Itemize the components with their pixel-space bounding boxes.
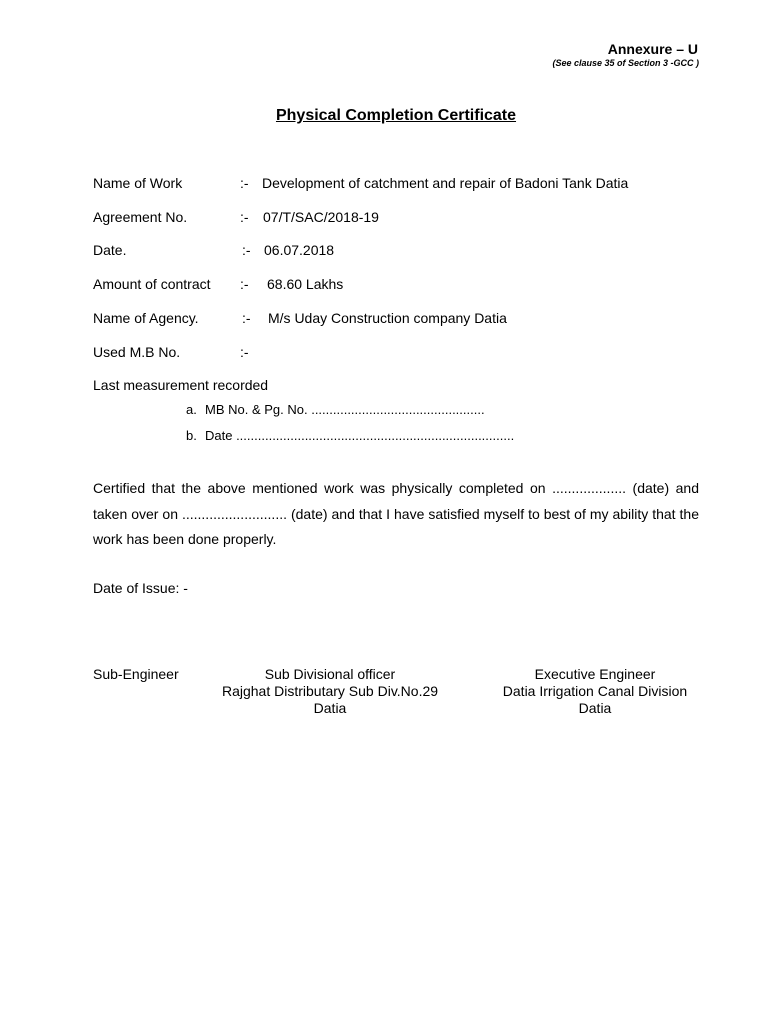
ee-division: Datia Irrigation Canal Division [502,683,688,699]
measurement-date-line: Date ............................................................................. [205,428,515,443]
certification-paragraph: Certified that the above mentioned work was physically completed on ................... (date) and taken over on ........................... (date) and that I have satisfied myself to best of my ability that the work has been done properly. [93,480,699,547]
last-measurement-marker-a: a. [186,402,197,417]
signatory-sub-engineer [93,666,179,683]
last-measurement-heading: Last measurement recorded [93,377,269,393]
sdo-location: Datia [313,700,347,716]
agreement-no-label: Agreement No. [93,209,188,225]
ee-title: Executive Engineer [534,666,656,682]
clause-note: (See clause 35 of Section 3 -GCC ) [552,58,699,68]
ee-location: Datia [578,700,612,716]
name-of-agency-value: M/s Uday Construction company Datia [268,310,507,326]
sdo-division: Rajghat Distributary Sub Div.No.29 [221,683,439,699]
signatory-sdo [219,666,441,717]
sdo-title: Sub Divisional officer [264,666,396,682]
agreement-no-sep: :- [240,209,249,225]
signatory-ee [490,666,700,717]
used-mb-no-sep: :- [240,344,249,360]
amount-of-contract-sep: :- [240,276,249,292]
amount-of-contract-label: Amount of contract [93,276,211,292]
name-of-work-label: Name of Work [93,175,183,191]
date-sep: :- [242,242,251,258]
name-of-work-value: Development of catchment and repair of Badoni Tank Datia [262,175,629,191]
name-of-agency-sep: :- [242,310,251,326]
last-measurement-marker-b: b. [186,428,197,443]
name-of-agency-label: Name of Agency. [93,310,199,326]
agreement-no-value: 07/T/SAC/2018-19 [263,209,379,225]
date-value: 06.07.2018 [264,242,335,258]
used-mb-no-label: Used M.B No. [93,344,181,360]
amount-of-contract-value: 68.60 Lakhs [267,276,344,292]
document-title: Physical Completion Certificate [275,107,517,124]
name-of-work-sep: :- [240,175,249,191]
date-label: Date. [93,242,127,258]
mb-no-pg-no-line: MB No. & Pg. No. ................................................ [205,402,485,417]
annexure-label: Annexure – U [607,41,698,57]
date-of-issue: Date of Issue: - [93,580,188,596]
sub-engineer-title: Sub-Engineer [93,666,179,682]
